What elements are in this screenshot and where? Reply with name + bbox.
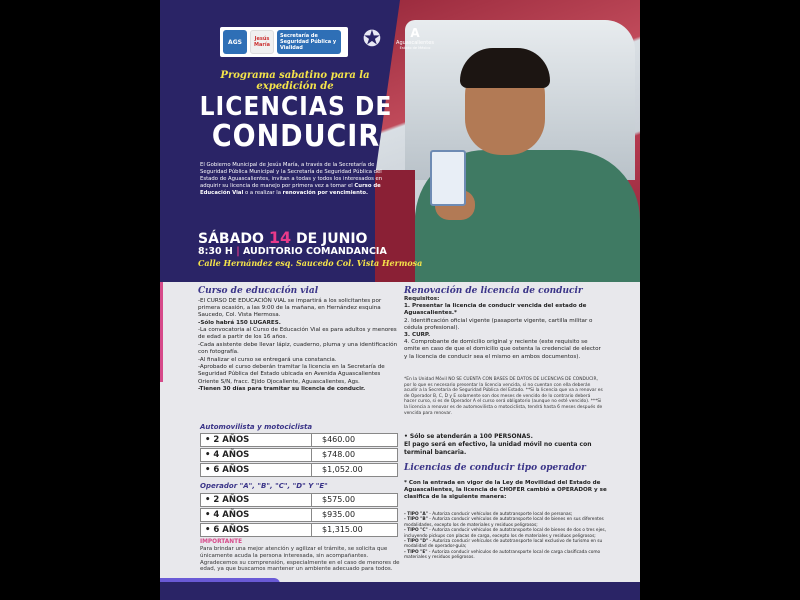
event-time-venue bbox=[198, 246, 398, 258]
course-section-title: Curso de educación vial bbox=[198, 286, 319, 296]
price-value: $575.00 bbox=[311, 494, 397, 506]
price-value: $1,052.00 bbox=[311, 464, 397, 476]
course-details bbox=[198, 298, 398, 394]
price-value: $935.00 bbox=[311, 509, 397, 521]
page-title bbox=[196, 93, 396, 153]
price-label: • 4 AÑOS bbox=[205, 450, 250, 460]
intro-bold-course: Curso de Educación Vial bbox=[200, 183, 381, 196]
renewal-section-title: Renovación de licencia de conducir bbox=[404, 286, 583, 296]
auto-prices-title: Automovilista y motociclista bbox=[200, 423, 313, 431]
price-value: $460.00 bbox=[311, 434, 397, 446]
operator-intro: * Con la entrada en vigor de la Ley de Movilidad del Estado de Aguascalientes, la licencia de CHOFER cambió a OPERADOR y se clasifica de la siguiente manera: bbox=[404, 480, 607, 501]
logo-bar bbox=[220, 27, 348, 57]
jesus-maria-logo: Jesús María bbox=[250, 30, 274, 54]
requirements-title: Requisitos: bbox=[404, 296, 440, 302]
operator-type-desc: - Autoriza conducir vehículos de autotransporte local de personas; bbox=[429, 512, 573, 517]
pink-accent-strip bbox=[160, 282, 163, 382]
date-day: 14 bbox=[268, 228, 292, 247]
renewal-notes bbox=[404, 433, 604, 457]
event-date bbox=[198, 230, 388, 247]
course-item: -El CURSO DE EDUCACIÓN VIAL se impartirá a los solicitantes por primera ocasión, a las 9:00 de la mañana, en Hernández esquina Saucedo, Col. Vista Hermosa. bbox=[198, 298, 382, 319]
operator-type-key: - TIPO "A" bbox=[404, 512, 428, 517]
price-row bbox=[200, 463, 398, 477]
person-hair bbox=[460, 48, 550, 88]
price-row bbox=[200, 448, 398, 462]
requirement-item: 1. Presentar la licencia de conducir vencida del estado de Aguascalientes.* bbox=[404, 303, 587, 317]
price-row bbox=[200, 523, 398, 537]
operator-type-key: - TIPO "D" bbox=[404, 539, 429, 545]
operator-type-key: - TIPO "B" bbox=[404, 517, 428, 523]
course-item: -La convocatoria al Curso de Educación Vial es para adultos y menores de edad a partir de los 16 años. bbox=[198, 327, 397, 341]
requirement-item: 3. CURP. bbox=[404, 332, 431, 339]
program-subtitle: Programa sabatino para la expedición de bbox=[220, 70, 370, 92]
intro-text: El Gobierno Municipal de Jesús María, a través de la Secretaría de Seguridad Pública Municipal y la Secretaría de Seguridad Pública del Estado de Aguascalientes, invitan a todas y todos los interesados en adquirir su licencia de manejo por primera vez a tomar el bbox=[200, 162, 383, 189]
payment-note: El pago será en efectivo, la unidad móvil no cuenta con terminal bancaria. bbox=[404, 441, 592, 456]
ags-logo: AGS bbox=[223, 30, 247, 54]
price-row bbox=[200, 508, 398, 522]
price-label: • 6 AÑOS bbox=[205, 525, 250, 535]
operator-type-item bbox=[404, 539, 608, 550]
price-label: • 2 AÑOS bbox=[205, 495, 250, 505]
course-item: -Sólo habrá 150 LUGARES. bbox=[198, 319, 281, 326]
price-row bbox=[200, 493, 398, 507]
operator-prices-title: Operador "A", "B", "C", "D" Y "E" bbox=[200, 482, 328, 490]
operator-type-item bbox=[404, 528, 608, 539]
header-band bbox=[160, 0, 640, 282]
date-post: DE JUNIO bbox=[291, 231, 368, 247]
operator-type-desc: - Autoriza conducir vehículos de autotransporte local de bienes en sus diferentes modalidades, excepto los de materiales y residuos peligrosos; bbox=[404, 517, 604, 528]
city-name: Aguascalientes bbox=[396, 40, 434, 46]
course-item: -Al finalizar el curso se entregará una constancia. bbox=[198, 356, 337, 363]
police-star-icon: ✪ bbox=[362, 27, 382, 52]
requirement-item: 2. Identificación oficial vigente (pasaporte vigente, cartilla militar o cédula profesional). bbox=[404, 317, 593, 331]
operator-type-desc: - Autoriza conducir vehículos de autotransporte local exclusivo de turismo en su modalidad de operador-guía; bbox=[404, 539, 603, 550]
intro-paragraph bbox=[200, 162, 384, 197]
price-label: • 2 AÑOS bbox=[205, 435, 250, 445]
operator-type-key: - TIPO "C" bbox=[404, 528, 428, 534]
aguascalientes-a-icon: A bbox=[410, 26, 420, 40]
operator-types-list bbox=[404, 512, 608, 561]
operator-type-key: - TIPO "E" bbox=[404, 549, 428, 555]
course-item: -Aprobado el curso deberán tramitar la licencia en la Secretaría de Seguridad Pública del Estado ubicada en Avenida Aguascalientes Oriente S/N, fracc. Ejido Ojocaliente, Aguascalientes, Ags. bbox=[198, 364, 385, 385]
date-pre: SÁBADO bbox=[198, 231, 269, 247]
secretaria-logo: Secretaría de Seguridad Pública y Vialidad bbox=[277, 30, 341, 54]
course-item: -Tienen 30 días para tramitar su licencia de conducir. bbox=[198, 386, 366, 393]
city-sub: Estado de México bbox=[399, 46, 431, 50]
price-label: • 4 AÑOS bbox=[205, 510, 250, 520]
course-item: -Cada asistente debe llevar lápiz, cuaderno, pluma y una identificación con fotografía. bbox=[198, 342, 398, 356]
important-title: IMPORTANTE bbox=[200, 539, 243, 545]
operator-section-title: Licencias de conducir tipo operador bbox=[404, 463, 586, 473]
operator-type-item bbox=[404, 517, 608, 528]
footer-band bbox=[160, 582, 640, 600]
operator-type-desc: - Autoriza conducir vehículos de autotransporte local de carga clasificada como materiales y residuos peligrosos. bbox=[404, 549, 601, 561]
price-value: $748.00 bbox=[311, 449, 397, 461]
poster bbox=[160, 0, 640, 600]
important-body: Para brindar una mejor atención y agilizar el trámite, se solicita que únicamente acuda la persona interesada, sin acompañantes. Agradecemos su comprensión, especialmente en el caso de menores de edad, ya que buscamos mantener un ambiente adecuado para todos. bbox=[200, 546, 400, 573]
title-line-2: CONDUCIR bbox=[211, 119, 381, 154]
intro-bold-renewal: renovación por vencimiento. bbox=[282, 190, 369, 196]
event-venue: AUDITORIO COMANDANCIA bbox=[242, 246, 387, 257]
license-card bbox=[430, 150, 466, 206]
price-value: $1,315.00 bbox=[311, 524, 397, 536]
renewal-requirements bbox=[404, 296, 604, 361]
aguascalientes-logo bbox=[396, 26, 434, 56]
requirement-item: 4. Comprobante de domicilio original y reciente (este requisito se omite en caso de que el domicilio que ostenta la credencial de elector y la licencia de conducir sea el mismo en ambos documentos). bbox=[404, 339, 601, 360]
event-address: Calle Hernández esq. Saucedo Col. Vista Hermosa bbox=[198, 258, 423, 268]
operator-type-item bbox=[404, 550, 608, 561]
price-row bbox=[200, 433, 398, 447]
title-line-1: LICENCIAS DE bbox=[199, 92, 393, 122]
capacity-note: • Sólo se atenderán a 100 PERSONAS. bbox=[404, 433, 533, 440]
renewal-fine-print: *En la Unidad Móvil NO SE CUENTA CON BASES DE DATOS DE LICENCIAS DE CONDUCIR, por lo que es necesario presentar la licencia vencida, si no cuentan con ella deberán acudir a la Secretaría de Seguridad Pública del Estado. **Si la licencia que va a renovar es de Operador B, C, D y E solamente son dos meses de vencido de lo contrario deberá hacer curso, si es de Operador A el curso será obligatorio (aunque no esté vencido). ***Si la licencia a renovar es de automovilista o motociclista, tendrá hasta 6 meses después de vencida para renovar. bbox=[404, 377, 603, 416]
intro-text-mid: o a realizar la bbox=[243, 190, 283, 196]
event-time: 8:30 H bbox=[198, 246, 233, 257]
operator-type-desc: - Autoriza conducir vehículos de autotransporte local de bienes de dos o tres ejes, incluyendo pickups con placas de carga, excepto los de materiales y residuos peligrosos; bbox=[404, 528, 607, 539]
price-label: • 6 AÑOS bbox=[205, 465, 250, 475]
time-separator: | bbox=[232, 246, 243, 257]
